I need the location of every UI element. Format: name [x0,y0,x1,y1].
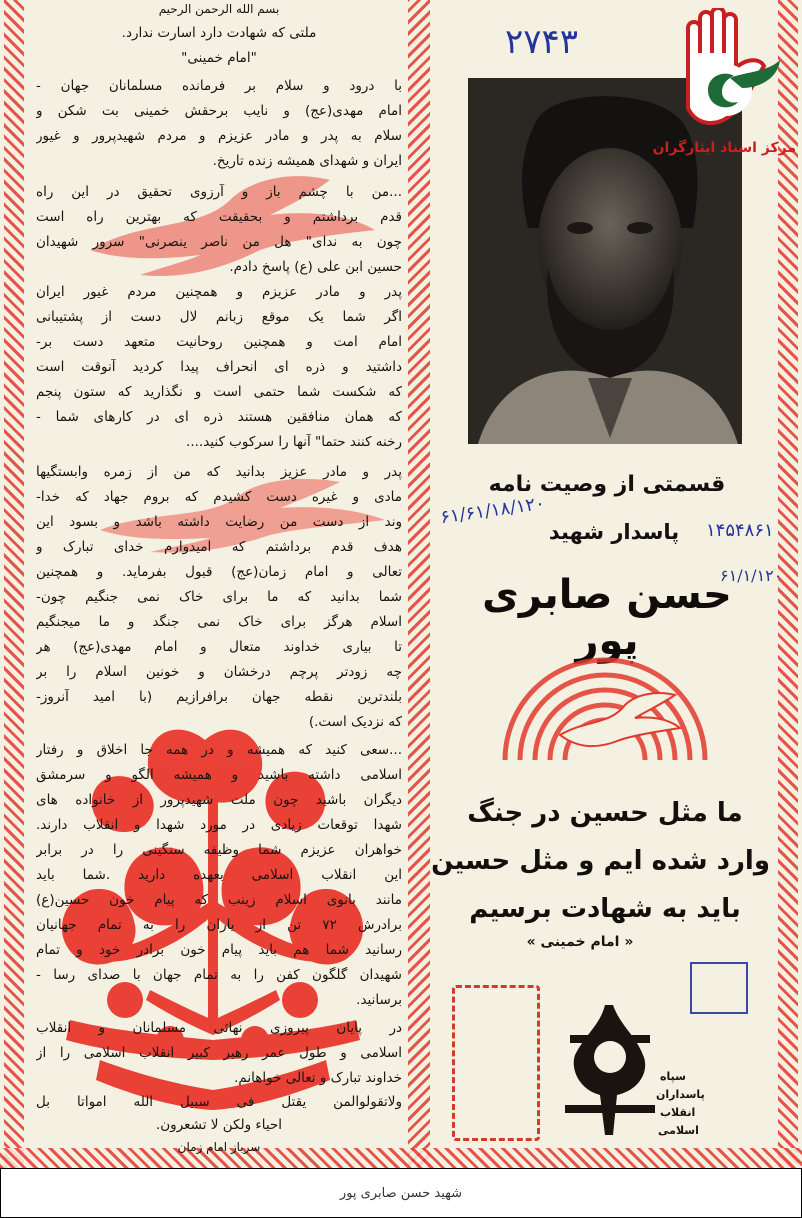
red-sunburst-dove-emblem [490,640,720,760]
letter-line: هدف قدم برداشتم که امیدوارم خدای تبارک و [36,539,402,555]
letter-line: خداوند تبارک و تعالی خواهانم. [234,1070,402,1086]
letter-line: بسم الله الرحمن الرحیم [158,2,280,16]
letter-line: احیاء ولکن لا تشعرون. [155,1117,283,1133]
letter-line: داشتید و ذره ای انحراف پیدا کردید آنوقت است [36,359,402,375]
letter-line: تعالی و امام زمان(عج) قبول بفرماید. و همچنین [36,564,402,580]
letter-line: امام امت و همچنین روحانیت متعهد دست بر- [36,334,402,350]
letter-line: دیگران باشید چون ملت شهیدپرور از خانواده های [36,792,402,808]
left-red-border [4,0,24,1168]
quote-line-3: باید به شهادت برسیم [469,894,741,924]
letter-line: قدم برداشتم و بحقیقت که بهترین راه است [36,209,402,225]
testament-letter [30,0,402,1154]
letter-line: حسین ابن علی (ع) پاسخ دادم. [229,259,402,275]
archive-stamp-red [452,985,540,1141]
letter-line: رسانید شما هم باید پیام خون برادر خود و تمام [36,942,402,958]
letter-line: این انقلاب اسلامی بعهده دارید .شما باید [36,867,402,883]
letter-line: شهدا توقعات زیادی در مورد شهدا و انقلاب دارند. [36,817,402,833]
quote-source: « امام خمینی » [526,934,634,950]
handwritten-date-right: ۶۱/۱/۱۲۰ [720,566,783,585]
letter-line: اسلام هرگز برای خاک نمی جنگد و ما میجنگیم [36,614,402,630]
handwritten-number-top: ۲۷۴۳ [505,22,579,62]
letter-line: پدر و مادر عزیزم و همچنین مردم غیور ایران [36,284,402,300]
letter-line: پدر و مادر عزیز بدانید که من از زمره وابستگیها [36,464,402,480]
letter-line: ...سعی کنید که همیشه و در همه جا اخلاق و رفتار [36,742,402,758]
irgc-label-3: انقلاب [660,1106,696,1119]
letter-line: سلام به پدر و مادر عزیزم و مردم شهیدپرور و غیور [36,128,402,144]
letter-signature: سرباز امام زمان [177,1140,261,1154]
middle-red-border [408,0,430,1168]
archive-logo-icon [668,8,786,138]
letter-line: اسلامی داشته باشید و همیشه الگو و سرمشق [36,767,402,783]
handwritten-record-number: ۱۴۵۴۸۶۱ [706,520,774,541]
caption-text: شهید حسن صابری پور [339,1185,463,1201]
handwritten-date: ۶۱/۶۱/۱۸/۱۲۰ [439,492,547,529]
letter-line: وند از دست من رضایت داشته باشد و بسود این [36,514,402,530]
martyr-name: حسن صابری پور [482,572,732,664]
archive-logo-text: مرکز اسناد ایثارگران [652,140,796,156]
letter-line: اسلامی و طول عمر رهبر کبیر انقلاب اسلامی را از [36,1045,402,1061]
archive-stamp-blue [690,962,748,1014]
letter-line: مادی و غیره دست کشیدم که بروم جهاد که خدا- [36,489,402,505]
letter-line: مانند بانوی اسلام زینب که پیام خون حسین(ع) [36,892,402,908]
letter-line: خواهران عزیزم شما وظیفه سنگینی را در برابر [36,842,402,858]
quote-line-2: وارد شده ایم و مثل حسین [431,846,770,876]
letter-line: با درود و سلام بر فرمانده مسلمانان جهان - [36,78,402,94]
letter-line: که همان منافقین هستند ذره ای در کارهای شما - [36,409,402,425]
testament-title: قسمتی از وصیت نامه [488,472,726,497]
irgc-label-2: پاسداران [656,1088,705,1101]
letter-line: برسانید. [356,992,402,1008]
letter-line: که نزدیک است.) [308,714,402,730]
letter-line: "امام خمینی" [181,50,257,66]
letter-line: در پایان پیروزی نهائی مسلمانان و انقلاب [36,1020,402,1036]
letter-line: برادرش ۷۲ تن از یاران را به تمام جهانیان [36,917,402,933]
image-caption [0,1168,802,1218]
letter-line: ...من با چشم باز و آرزوی تحقیق در این راه [36,184,402,200]
letter-line: ملتی که شهادت دارد اسارت ندارد. [121,25,317,41]
guard-title: پاسدار شهید [548,520,680,544]
letter-line: تا بیاری خداوند متعال و امام مهدی(عج) هر [36,639,402,655]
letter-line: بلندترین نقطه جهان برافرازیم (با امید آنروز- [36,689,402,705]
letter-line: ایران و شهدای همیشه زنده تاریخ. [212,153,402,169]
letter-line: چون به ندای" هل من ناصر ینصرنی" سرور شهیدان [36,234,402,250]
letter-line: ولاتقولوالمن یقتل فی سبیل الله امواتا بل [36,1094,402,1110]
letter-line: شهیدان گلگون کفن را به تمام جهان با صدای رسا - [36,967,402,983]
letter-line: شما بدانید که ما برای خاک نمی جنگیم چون- [36,589,402,605]
letter-line: چه زودتر پرچم درخشان و خونین اسلام را بر [36,664,402,680]
irgc-label-1: سپاه [660,1070,686,1083]
irgc-emblem [555,995,665,1145]
letter-line: امام مهدی(عج) و نایب برحقش خمینی بت شکن و [36,103,402,119]
irgc-label-4: اسلامی [658,1124,699,1137]
quote-line-1: ما مثل حسین در جنگ [467,798,743,828]
letter-line: اگر شما یک موقع زبانم لال دست از پشتیبانی [36,309,402,325]
letter-line: که شکست شما حتمی است و نگذارید که ستون پنجم [36,384,402,400]
letter-line: رخنه کنند حتما" آنها را سرکوب کنید.... [186,434,402,450]
